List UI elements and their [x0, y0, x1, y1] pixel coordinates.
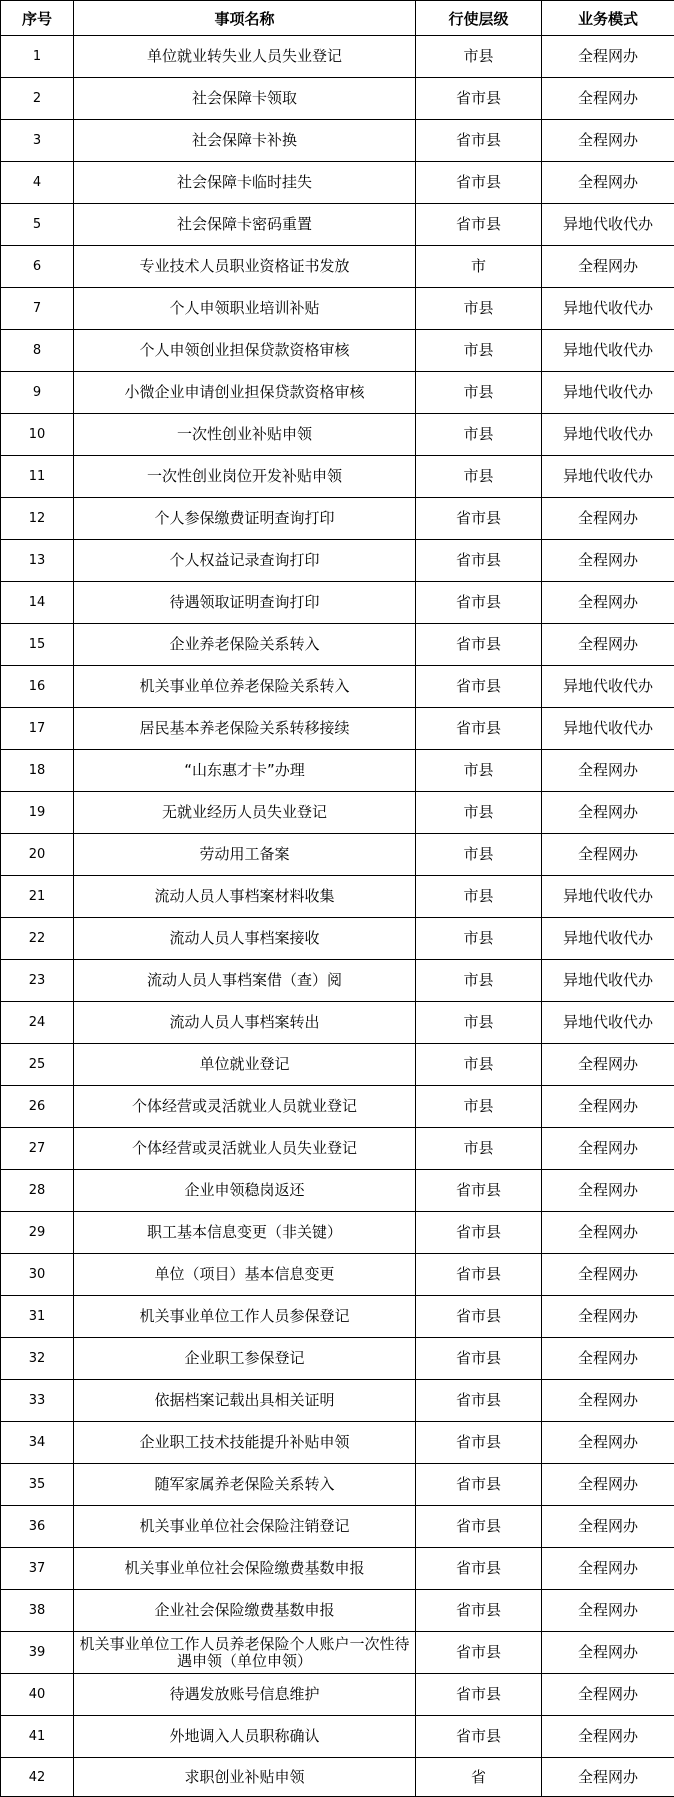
cell-index: 4: [1, 162, 74, 204]
cell-item-name: 社会保障卡补换: [74, 120, 416, 162]
cell-index: 30: [1, 1254, 74, 1296]
cell-level: 省市县: [416, 78, 542, 120]
cell-item-name: 待遇领取证明查询打印: [74, 582, 416, 624]
cell-mode: 异地代收代办: [542, 456, 674, 498]
cell-level: 市县: [416, 1128, 542, 1170]
cell-level: 市县: [416, 288, 542, 330]
cell-level: 市县: [416, 750, 542, 792]
cell-mode: 全程网办: [542, 36, 674, 78]
table-row: [1, 1422, 674, 1464]
cell-item-name: 社会保障卡密码重置: [74, 204, 416, 246]
table-row: [1, 162, 674, 204]
cell-index: 18: [1, 750, 74, 792]
table-row: [1, 834, 674, 876]
cell-item-name: 流动人员人事档案转出: [74, 1002, 416, 1044]
cell-index: 26: [1, 1086, 74, 1128]
table-row: [1, 1632, 674, 1674]
table-row: [1, 1338, 674, 1380]
cell-level: 省市县: [416, 498, 542, 540]
table-row: [1, 36, 674, 78]
cell-item-name: 外地调入人员职称确认: [74, 1716, 416, 1758]
cell-index: 13: [1, 540, 74, 582]
cell-mode: 异地代收代办: [542, 288, 674, 330]
table-row: [1, 1212, 674, 1254]
cell-level: 省市县: [416, 1212, 542, 1254]
cell-index: 37: [1, 1548, 74, 1590]
cell-item-name: 单位就业转失业人员失业登记: [74, 36, 416, 78]
cell-level: 省市县: [416, 1338, 542, 1380]
cell-level: 省市县: [416, 1716, 542, 1758]
table-row: [1, 1254, 674, 1296]
cell-item-name: 个体经营或灵活就业人员就业登记: [74, 1086, 416, 1128]
table-row: [1, 1002, 674, 1044]
cell-index: 40: [1, 1674, 74, 1716]
cell-mode: 全程网办: [542, 582, 674, 624]
cell-level: 市县: [416, 1086, 542, 1128]
table-row: [1, 1548, 674, 1590]
cell-mode: 全程网办: [542, 1758, 674, 1797]
cell-item-name: “山东惠才卡”办理: [74, 750, 416, 792]
cell-item-name: 企业职工技术技能提升补贴申领: [74, 1422, 416, 1464]
table-row: [1, 1128, 674, 1170]
table-row: [1, 582, 674, 624]
cell-index: 31: [1, 1296, 74, 1338]
cell-index: 24: [1, 1002, 74, 1044]
cell-level: 省市县: [416, 162, 542, 204]
cell-mode: 全程网办: [542, 750, 674, 792]
cell-level: 省市县: [416, 1380, 542, 1422]
cell-item-name: 劳动用工备案: [74, 834, 416, 876]
cell-index: 25: [1, 1044, 74, 1086]
cell-level: 省市县: [416, 1170, 542, 1212]
table-row: [1, 1044, 674, 1086]
cell-item-name: 机关事业单位社会保险注销登记: [74, 1506, 416, 1548]
cell-mode: 全程网办: [542, 162, 674, 204]
cell-index: 8: [1, 330, 74, 372]
cell-level: 省市县: [416, 666, 542, 708]
cell-mode: 全程网办: [542, 1716, 674, 1758]
cell-level: 市县: [416, 918, 542, 960]
cell-mode: 全程网办: [542, 1590, 674, 1632]
cell-item-name: 求职创业补贴申领: [74, 1758, 416, 1797]
cell-item-name: 社会保障卡领取: [74, 78, 416, 120]
cell-index: 23: [1, 960, 74, 1002]
header-mode: 业务模式: [542, 1, 674, 36]
cell-mode: 异地代收代办: [542, 708, 674, 750]
cell-level: 市县: [416, 876, 542, 918]
cell-index: 2: [1, 78, 74, 120]
cell-index: 15: [1, 624, 74, 666]
cell-item-name: 个体经营或灵活就业人员失业登记: [74, 1128, 416, 1170]
cell-mode: 全程网办: [542, 1338, 674, 1380]
cell-mode: 异地代收代办: [542, 666, 674, 708]
cell-mode: 全程网办: [542, 246, 674, 288]
cell-item-name: 流动人员人事档案材料收集: [74, 876, 416, 918]
table-row: [1, 960, 674, 1002]
cell-mode: 全程网办: [542, 1086, 674, 1128]
cell-index: 39: [1, 1632, 74, 1674]
cell-index: 19: [1, 792, 74, 834]
cell-index: 33: [1, 1380, 74, 1422]
cell-mode: 全程网办: [542, 1212, 674, 1254]
cell-index: 7: [1, 288, 74, 330]
cell-item-name: 居民基本养老保险关系转移接续: [74, 708, 416, 750]
cell-level: 市县: [416, 36, 542, 78]
cell-mode: 全程网办: [542, 1380, 674, 1422]
cell-mode: 全程网办: [542, 1548, 674, 1590]
cell-mode: 全程网办: [542, 1254, 674, 1296]
table-row: [1, 1590, 674, 1632]
cell-mode: 异地代收代办: [542, 204, 674, 246]
cell-item-name: 小微企业申请创业担保贷款资格审核: [74, 372, 416, 414]
table-row: [1, 1464, 674, 1506]
cell-mode: 全程网办: [542, 1464, 674, 1506]
table-row: [1, 498, 674, 540]
cell-mode: 全程网办: [542, 540, 674, 582]
cell-index: 35: [1, 1464, 74, 1506]
cell-index: 9: [1, 372, 74, 414]
cell-level: 省市县: [416, 708, 542, 750]
cell-level: 市县: [416, 414, 542, 456]
table-row: [1, 1170, 674, 1212]
cell-level: 市县: [416, 456, 542, 498]
cell-index: 28: [1, 1170, 74, 1212]
table-row: [1, 876, 674, 918]
cell-level: 省市县: [416, 1506, 542, 1548]
cell-item-name: 企业职工参保登记: [74, 1338, 416, 1380]
cell-mode: 全程网办: [542, 792, 674, 834]
header-row: [1, 1, 674, 36]
cell-level: 市县: [416, 1044, 542, 1086]
cell-item-name: 单位（项目）基本信息变更: [74, 1254, 416, 1296]
table-row: [1, 540, 674, 582]
cell-level: 市县: [416, 372, 542, 414]
cell-mode: 全程网办: [542, 120, 674, 162]
table-row: [1, 666, 674, 708]
cell-item-name: 随军家属养老保险关系转入: [74, 1464, 416, 1506]
table-row: [1, 414, 674, 456]
cell-level: 市县: [416, 960, 542, 1002]
cell-mode: 异地代收代办: [542, 372, 674, 414]
table-row: [1, 204, 674, 246]
cell-index: 5: [1, 204, 74, 246]
cell-level: 市: [416, 246, 542, 288]
cell-item-name: 个人参保缴费证明查询打印: [74, 498, 416, 540]
cell-item-name: 一次性创业补贴申领: [74, 414, 416, 456]
cell-level: 市县: [416, 330, 542, 372]
cell-item-name: 专业技术人员职业资格证书发放: [74, 246, 416, 288]
table-body: [1, 36, 674, 1797]
cell-item-name: 单位就业登记: [74, 1044, 416, 1086]
cell-index: 29: [1, 1212, 74, 1254]
cell-index: 27: [1, 1128, 74, 1170]
cell-level: 省市县: [416, 204, 542, 246]
cell-index: 42: [1, 1758, 74, 1797]
cell-level: 市县: [416, 834, 542, 876]
cell-level: 市县: [416, 792, 542, 834]
header-item-name: 事项名称: [74, 1, 416, 36]
table-row: [1, 750, 674, 792]
cell-item-name: 流动人员人事档案借（查）阅: [74, 960, 416, 1002]
cell-index: 10: [1, 414, 74, 456]
cell-level: 省市县: [416, 1464, 542, 1506]
cell-item-name: 无就业经历人员失业登记: [74, 792, 416, 834]
cell-mode: 异地代收代办: [542, 414, 674, 456]
table-row: [1, 78, 674, 120]
cell-mode: 全程网办: [542, 1632, 674, 1674]
cell-index: 20: [1, 834, 74, 876]
cell-item-name: 依据档案记载出具相关证明: [74, 1380, 416, 1422]
table-row: [1, 708, 674, 750]
cell-index: 36: [1, 1506, 74, 1548]
table-row: [1, 1674, 674, 1716]
cell-item-name: 流动人员人事档案接收: [74, 918, 416, 960]
cell-level: 省市县: [416, 120, 542, 162]
cell-mode: 全程网办: [542, 1506, 674, 1548]
cell-index: 17: [1, 708, 74, 750]
cell-index: 11: [1, 456, 74, 498]
cell-mode: 异地代收代办: [542, 876, 674, 918]
cell-mode: 全程网办: [542, 1044, 674, 1086]
cell-index: 22: [1, 918, 74, 960]
cell-mode: 全程网办: [542, 1674, 674, 1716]
cell-level: 省市县: [416, 624, 542, 666]
cell-item-name: 机关事业单位工作人员参保登记: [74, 1296, 416, 1338]
cell-index: 41: [1, 1716, 74, 1758]
cell-mode: 异地代收代办: [542, 918, 674, 960]
cell-index: 12: [1, 498, 74, 540]
cell-mode: 异地代收代办: [542, 1002, 674, 1044]
cell-item-name: 个人申领创业担保贷款资格审核: [74, 330, 416, 372]
cell-item-name: 待遇发放账号信息维护: [74, 1674, 416, 1716]
table-row: [1, 1296, 674, 1338]
cell-level: 省市县: [416, 582, 542, 624]
cell-index: 3: [1, 120, 74, 162]
cell-level: 省市县: [416, 1632, 542, 1674]
cell-mode: 异地代收代办: [542, 330, 674, 372]
cell-item-name: 企业养老保险关系转入: [74, 624, 416, 666]
cell-level: 省: [416, 1758, 542, 1797]
cell-mode: 全程网办: [542, 78, 674, 120]
cell-index: 32: [1, 1338, 74, 1380]
cell-item-name: 机关事业单位工作人员养老保险个人账户一次性待遇申领（单位申领）: [74, 1632, 416, 1674]
cell-mode: 全程网办: [542, 498, 674, 540]
cell-index: 34: [1, 1422, 74, 1464]
cell-mode: 全程网办: [542, 624, 674, 666]
cell-index: 38: [1, 1590, 74, 1632]
cell-level: 省市县: [416, 540, 542, 582]
cell-mode: 异地代收代办: [542, 960, 674, 1002]
cell-index: 6: [1, 246, 74, 288]
table-row: [1, 246, 674, 288]
cell-item-name: 企业申领稳岗返还: [74, 1170, 416, 1212]
table-row: [1, 372, 674, 414]
cell-item-name: 社会保障卡临时挂失: [74, 162, 416, 204]
cell-level: 省市县: [416, 1674, 542, 1716]
cell-item-name: 企业社会保险缴费基数申报: [74, 1590, 416, 1632]
cell-mode: 全程网办: [542, 1128, 674, 1170]
table-row: [1, 624, 674, 666]
cell-mode: 全程网办: [542, 834, 674, 876]
cell-index: 21: [1, 876, 74, 918]
table-row: [1, 456, 674, 498]
cell-level: 市县: [416, 1002, 542, 1044]
table-row: [1, 330, 674, 372]
cell-index: 1: [1, 36, 74, 78]
cell-item-name: 机关事业单位养老保险关系转入: [74, 666, 416, 708]
table-row: [1, 792, 674, 834]
cell-item-name: 职工基本信息变更（非关键）: [74, 1212, 416, 1254]
cell-level: 省市县: [416, 1422, 542, 1464]
cell-item-name: 机关事业单位社会保险缴费基数申报: [74, 1548, 416, 1590]
cell-level: 省市县: [416, 1590, 542, 1632]
table-row: [1, 918, 674, 960]
cell-mode: 全程网办: [542, 1422, 674, 1464]
cell-item-name: 一次性创业岗位开发补贴申领: [74, 456, 416, 498]
header-index: 序号: [1, 1, 74, 36]
cell-index: 14: [1, 582, 74, 624]
table-row: [1, 1716, 674, 1758]
header-level: 行使层级: [416, 1, 542, 36]
cell-item-name: 个人申领职业培训补贴: [74, 288, 416, 330]
cell-item-name: 个人权益记录查询打印: [74, 540, 416, 582]
cell-level: 省市县: [416, 1254, 542, 1296]
cell-level: 省市县: [416, 1296, 542, 1338]
cell-mode: 全程网办: [542, 1170, 674, 1212]
table-row: [1, 1380, 674, 1422]
cell-level: 省市县: [416, 1548, 542, 1590]
table-row: [1, 1506, 674, 1548]
cell-mode: 全程网办: [542, 1296, 674, 1338]
cell-index: 16: [1, 666, 74, 708]
table-row: [1, 1086, 674, 1128]
table-row: [1, 120, 674, 162]
table-row: [1, 288, 674, 330]
